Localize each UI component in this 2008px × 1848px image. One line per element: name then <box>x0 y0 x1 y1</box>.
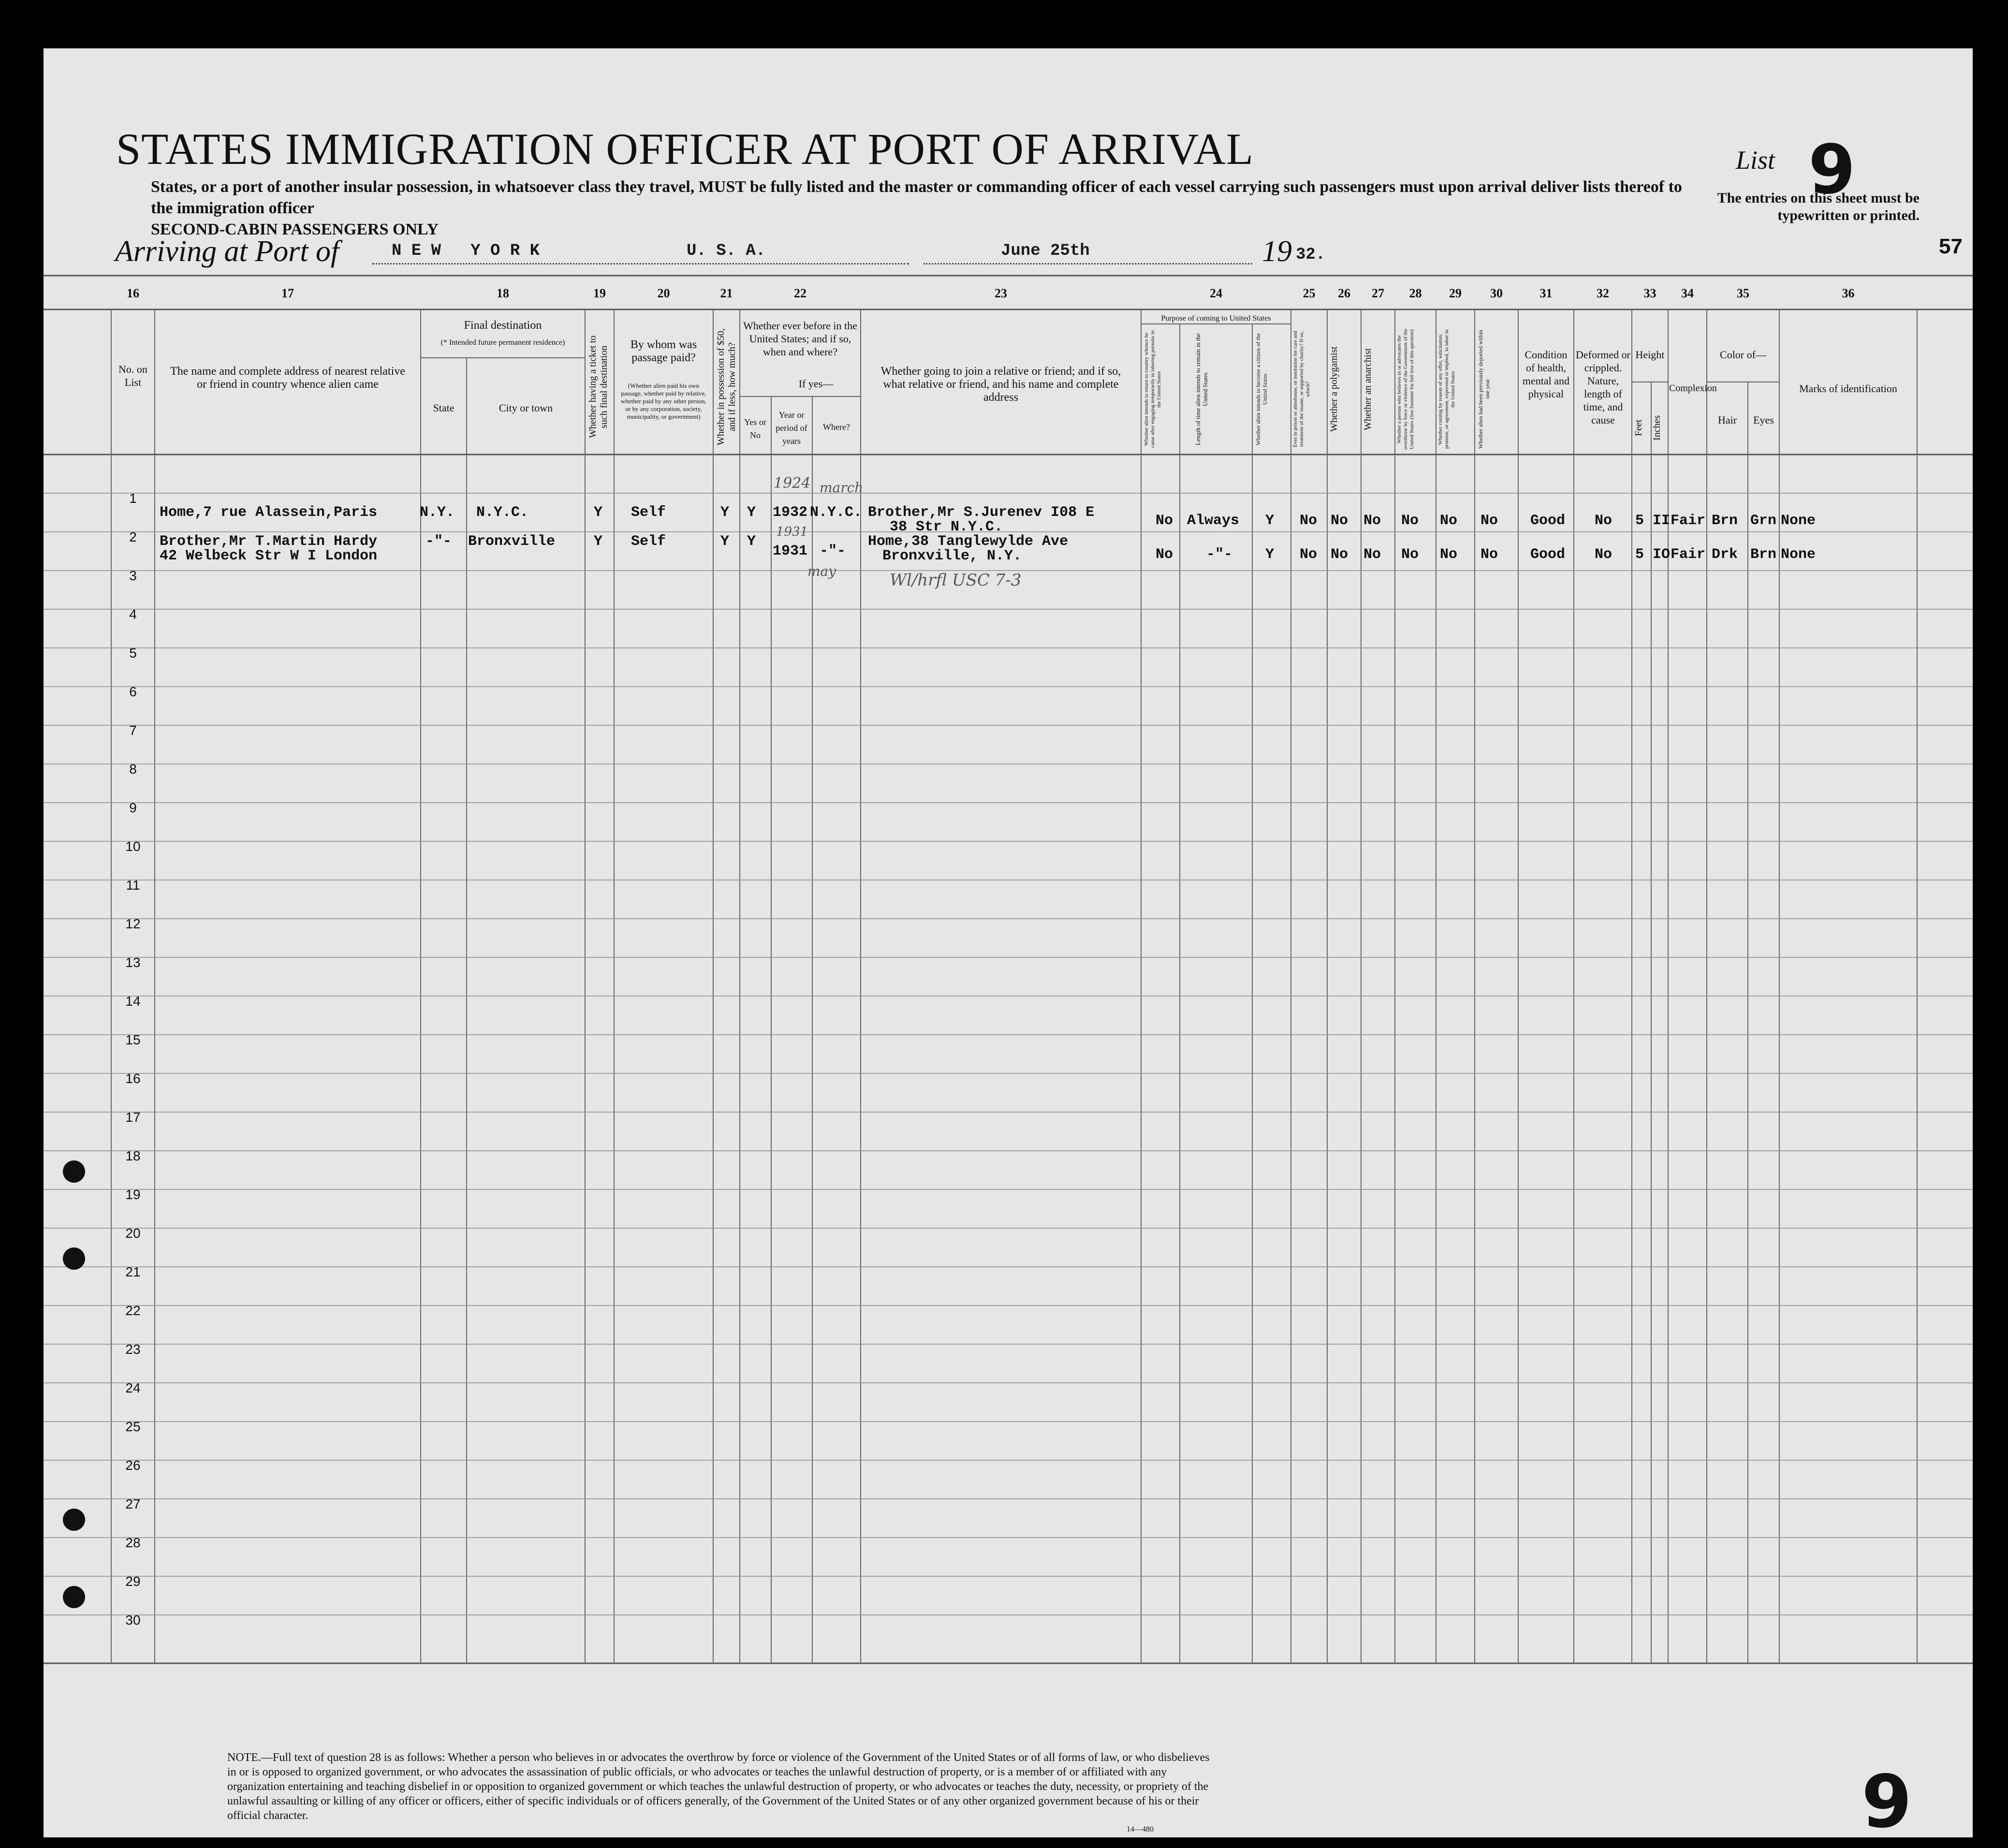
handwritten-year-row2: 1931 <box>776 525 808 539</box>
hdr-city: City or town <box>498 402 553 414</box>
cell-hair: Drk <box>1712 546 1738 563</box>
cell-city: N.Y.C. <box>476 504 529 521</box>
row-number: 24 <box>125 1380 141 1395</box>
row-number: 20 <box>125 1226 141 1241</box>
row-number: 22 <box>125 1303 141 1318</box>
hdr-feet: Feet <box>1633 419 1644 437</box>
col-31: 31 <box>1539 286 1553 300</box>
row-number: 3 <box>129 568 137 583</box>
hdr-join-relative: Whether going to join a relative or friend; and if so, what relative or friend, and his name and complete address <box>880 365 1121 404</box>
cell-overthrow: No <box>1401 546 1419 563</box>
col-23: 23 <box>995 286 1007 300</box>
table-grid <box>44 48 1973 1741</box>
hdr-deported: Whether alien had been previously deported within one year <box>1477 330 1491 449</box>
list-label: List <box>1736 146 1775 175</box>
cell-paid: Self <box>631 504 666 521</box>
cell-money: Y <box>720 533 730 550</box>
row-number: 1 <box>129 491 137 506</box>
cell-inches: II <box>1653 513 1671 529</box>
row-number: 21 <box>125 1264 141 1279</box>
handwritten-where-row1: march <box>820 480 864 496</box>
cell-purpose-return: No <box>1156 546 1173 563</box>
form-number: 14—480 <box>1127 1825 1154 1833</box>
arrival-date: June 25th <box>1001 242 1090 260</box>
row-number: 9 <box>129 800 137 815</box>
cell-offer: No <box>1440 546 1458 563</box>
cell-purpose-citizen: Y <box>1265 546 1275 563</box>
row-number: 17 <box>125 1110 141 1125</box>
hdr-yes-no: Yes or No <box>744 417 766 440</box>
row-number: 19 <box>125 1187 141 1202</box>
footnote: NOTE.—Full text of question 28 is as follows: Whether a person who believes in or advocates the overthrow by force or violence of the Government of the United States or of all forms of law, or who disbelieves in or is opposed to organized government, or who advocates the assassination of public officials, or who advocates or teaches the unlawful destruction of property, or is a member of or affiliated with any organization entertaining and teaching disbelief in or opposition to organized government or which teaches the unlawful destruction of property, or who advocates or teaches the duty, necessity, or propriety of the unlawful assaulting or killing of any officer or officers, either of specific individuals or of officers generally, of the Government of the United States or of any other organized government because of his or their official character. <box>227 1751 1210 1822</box>
punch-hole <box>63 1509 85 1531</box>
punch-hole <box>63 1160 85 1183</box>
hdr-purpose-citizen: Whether alien intends to become a citizen of the United States <box>1255 333 1268 445</box>
row-number: 6 <box>129 684 137 699</box>
cell-eyes: Brn <box>1750 546 1777 563</box>
hdr-inches: Inches <box>1652 415 1662 441</box>
handwritten-year-row1: 1924 <box>774 475 811 492</box>
hdr-hair: Hair <box>1717 414 1737 426</box>
hdr-purpose-return: Whether alien intends to return to country whence he came after engaging temporarily in laboring pursuits in the United States <box>1143 330 1162 448</box>
hdr-year-period: Year or period of years <box>776 410 807 446</box>
hdr-no-on-list: No. on List <box>118 363 147 388</box>
hdr-where: Where? <box>823 422 850 432</box>
cell-ticket: Y <box>594 504 603 521</box>
cell-prison: No <box>1300 546 1318 563</box>
cell-before: Y <box>747 504 756 521</box>
col-30: 30 <box>1490 286 1503 300</box>
hdr-final-destination-note: (* Intended future permanent residence) <box>440 338 565 347</box>
col-27: 27 <box>1372 286 1384 300</box>
col-21: 21 <box>720 286 733 300</box>
cell-where: -"- <box>820 543 846 559</box>
col-18: 18 <box>497 286 509 300</box>
cell-join-line2: Bronxville, N.Y. <box>882 548 1022 564</box>
year-suffix: 32. <box>1296 246 1326 264</box>
hdr-final-destination: Final destination <box>464 319 542 332</box>
cell-feet: 5 <box>1635 513 1644 529</box>
row-number: 13 <box>125 955 141 970</box>
cell-purpose-citizen: Y <box>1265 513 1275 529</box>
hdr-height: Height <box>1635 349 1665 361</box>
hdr-health: Condition of health, mental and physical <box>1522 349 1570 400</box>
cell-polygamist: No <box>1331 513 1348 529</box>
hdr-deformed: Deformed or crippled. Nature, length of time, and cause <box>1575 349 1630 426</box>
cell-join: Home,38 Tanglewylde Ave <box>868 533 1069 550</box>
cell-city: Bronxville <box>468 533 556 550</box>
cell-before: Y <box>747 533 756 550</box>
cell-complexion: Fair <box>1671 546 1706 563</box>
row-number: 16 <box>125 1071 141 1086</box>
handwritten-join-row3: Wl/hrfl USC 7-3 <box>890 571 1022 590</box>
col-19: 19 <box>593 286 606 300</box>
row-number: 30 <box>125 1613 141 1628</box>
cell-health: Good <box>1530 546 1566 563</box>
cell-year: 1932 <box>773 504 808 521</box>
hdr-offer: Whether coming by reason of any offer, solicitation, promise, or agreement, expressed or implied, to labor in the United States <box>1437 329 1456 449</box>
cell-hair: Brn <box>1712 513 1738 529</box>
cell-deported: No <box>1480 513 1498 529</box>
cell-prison: No <box>1300 513 1318 529</box>
cell-purpose-return: No <box>1156 513 1173 529</box>
year-prefix: 19 <box>1262 235 1292 268</box>
col-17: 17 <box>281 286 294 300</box>
cell-deformed: No <box>1595 513 1612 529</box>
col-34: 34 <box>1681 286 1694 300</box>
col-24: 24 <box>1210 286 1222 300</box>
cell-eyes: Grn <box>1750 513 1777 529</box>
row-number: 8 <box>129 762 137 777</box>
cell-inches: IO <box>1653 546 1671 563</box>
row-number: 25 <box>125 1419 141 1434</box>
cell-year: 1931 <box>773 543 808 559</box>
hdr-complexion: Complexion <box>1669 383 1717 394</box>
handwritten-where-row2: may <box>807 563 836 579</box>
row-number: 26 <box>125 1458 141 1473</box>
col-32: 32 <box>1597 286 1609 300</box>
row-number: 15 <box>125 1032 141 1047</box>
col-35: 35 <box>1737 286 1749 300</box>
entries-note: The entries on this sheet must be typewritten or printed. <box>1717 190 1920 223</box>
cell-where: N.Y.C. <box>810 504 863 521</box>
cell-relative: Brother,Mr T.Martin Hardy <box>160 533 378 550</box>
cell-join-line2: 38 Str N.Y.C. <box>890 519 1003 535</box>
row-number: 23 <box>125 1342 141 1357</box>
row-number: 29 <box>125 1574 141 1589</box>
col-28: 28 <box>1409 286 1422 300</box>
hdr-passage-paid: By whom was passage paid? <box>630 338 697 364</box>
sheet-number: 9 <box>1861 1760 1912 1844</box>
punch-hole <box>63 1247 85 1270</box>
arriving-label: Arriving at Port of <box>115 235 339 268</box>
row-number: 12 <box>125 916 141 931</box>
hdr-ticket: Whether having a ticket to such final destination <box>587 335 609 439</box>
row-number: 2 <box>129 529 137 544</box>
col-25: 25 <box>1303 286 1316 300</box>
cell-ticket: Y <box>594 533 603 550</box>
cell-anarchist: No <box>1363 546 1381 563</box>
cell-health: Good <box>1530 513 1566 529</box>
col-16: 16 <box>127 286 139 300</box>
manifest-sheet <box>44 48 1973 1844</box>
cell-money: Y <box>720 504 730 521</box>
row-number: 28 <box>125 1535 141 1550</box>
hdr-passage-note: (Whether alien paid his own passage, whether paid by relative, whether paid by any other person, or by any corporation, society, municipality, or government) <box>621 382 706 420</box>
col-29: 29 <box>1449 286 1462 300</box>
cell-deformed: No <box>1595 546 1612 563</box>
cell-anarchist: No <box>1363 513 1381 529</box>
hdr-if-yes: If yes— <box>798 378 834 390</box>
hdr-purpose-length: Length of time alien intends to remain in the United States <box>1194 333 1209 445</box>
cell-join: Brother,Mr S.Jurenev I08 E <box>868 504 1095 521</box>
hdr-eyes: Eyes <box>1753 414 1774 426</box>
cell-paid: Self <box>631 533 666 550</box>
cell-purpose-length: Always <box>1187 513 1240 529</box>
row-number: 5 <box>129 645 137 660</box>
cell-state: -"- <box>425 533 452 550</box>
cell-complexion: Fair <box>1671 513 1706 529</box>
header-instructions-line1: States, or a port of another insular possession, in whatsoever class they travel, MUST be fully listed and the master or commanding officer of each vessel carrying such passengers must upon arrival deliver lists thereof to the immigration officer <box>151 178 1682 217</box>
row-number: 18 <box>125 1148 141 1163</box>
hdr-before-us: Whether ever before in the United States; and if so, when and where? <box>743 320 857 358</box>
cell-purpose-length: -"- <box>1206 546 1233 563</box>
port-value: N E W Y O R K <box>392 242 540 260</box>
col-36: 36 <box>1842 286 1855 300</box>
cell-overthrow: No <box>1401 513 1419 529</box>
col-26: 26 <box>1338 286 1350 300</box>
hdr-color-of: Color of— <box>1720 349 1766 361</box>
row-number: 4 <box>129 607 137 622</box>
cell-deported: No <box>1480 546 1498 563</box>
col-33: 33 <box>1643 286 1656 300</box>
list-number: 9 <box>1808 131 1856 209</box>
cell-marks: None <box>1781 546 1816 563</box>
row-number: 14 <box>125 994 141 1009</box>
cell-state: N.Y. <box>420 504 455 521</box>
hdr-overthrow: Whether a person who believes in or advocates the overthrow by force or violence of the Government of the United States (See footnote for full text of this question) <box>1396 328 1415 450</box>
hdr-relative-address: The name and complete address of nearest relative or friend in country whence alien came <box>170 365 405 391</box>
country-value: U. S. A. <box>687 242 766 260</box>
cell-polygamist: No <box>1331 546 1348 563</box>
hdr-purpose: Purpose of coming to United States <box>1161 314 1271 323</box>
cell-relative-line2: 42 Welbeck Str W I London <box>160 548 378 564</box>
cell-relative: Home,7 rue Alassein,Paris <box>160 504 378 521</box>
hdr-prison: Ever in prison or almshouse, or institution for care and treatment of the insane, or supported by charity? If so, which? <box>1292 331 1311 448</box>
hdr-polygamist: Whether a polygamist <box>1329 346 1339 432</box>
cell-offer: No <box>1440 513 1458 529</box>
hdr-possession: Whether in possession of $50, and if less, how much? <box>716 328 737 445</box>
cell-marks: None <box>1781 513 1816 529</box>
row-number: 7 <box>129 723 137 738</box>
col-20: 20 <box>657 286 670 300</box>
header-instructions-line2: SECOND-CABIN PASSENGERS ONLY <box>151 220 439 238</box>
hdr-marks: Marks of identification <box>1799 382 1897 395</box>
cell-feet: 5 <box>1635 546 1644 563</box>
row-number: 27 <box>125 1496 141 1511</box>
punch-hole <box>63 1586 85 1608</box>
row-number: 11 <box>126 878 140 893</box>
row-number: 10 <box>125 839 141 854</box>
hdr-state: State <box>433 402 454 414</box>
hdr-anarchist: Whether an anarchist <box>1363 348 1373 430</box>
page-title: STATES IMMIGRATION OFFICER AT PORT OF ARRIVAL <box>116 124 1254 174</box>
col-22: 22 <box>794 286 806 300</box>
page-number: 57 <box>1939 235 1963 258</box>
